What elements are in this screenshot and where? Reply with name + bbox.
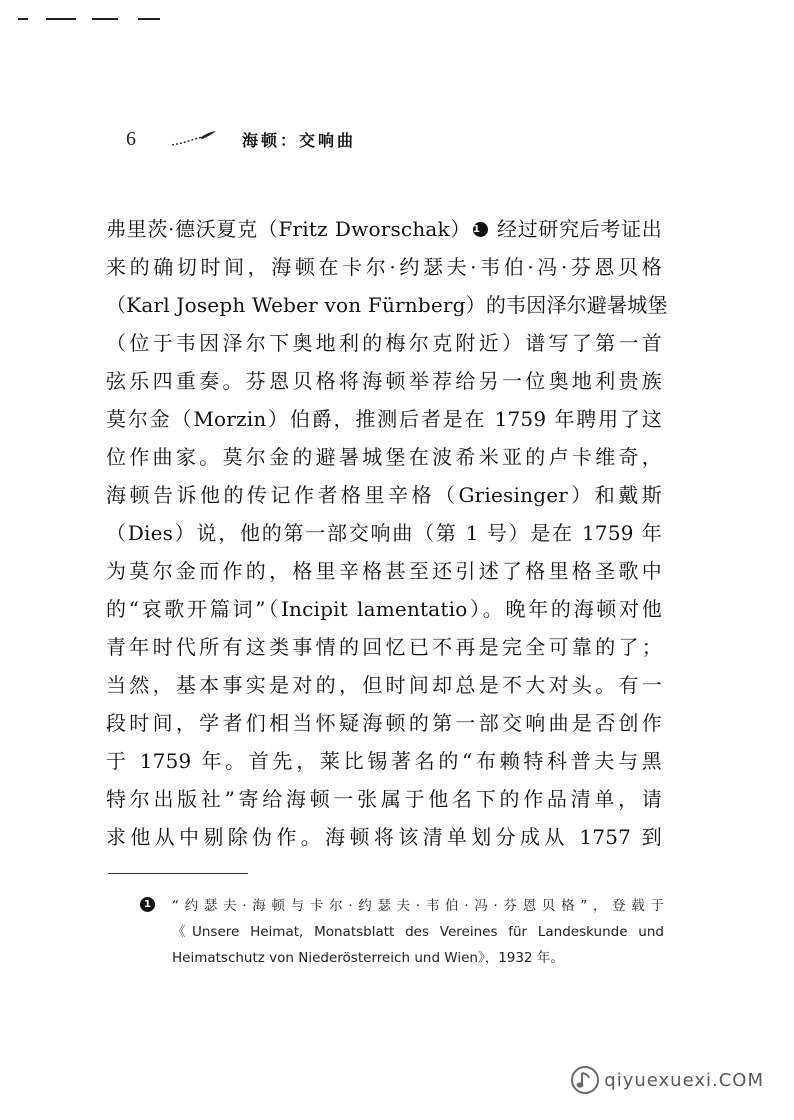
body-line: 海顿告诉他的传记作者格里辛格（Griesinger）和戴斯	[106, 483, 662, 507]
scan-artifact-marks	[18, 8, 218, 22]
body-text	[106, 210, 668, 856]
body-line: 位作曲家。莫尔金的避暑城堡在波希米亚的卢卡维奇，	[106, 445, 662, 469]
footnote-marker: 1	[140, 897, 155, 912]
body-line: 特尔出版社”寄给海顿一张属于他名下的作品清单，请	[106, 787, 662, 811]
site-watermark	[570, 1064, 764, 1096]
body-line: （Dies）说，他的第一部交响曲（第 1 号）是在 1759 年	[106, 521, 662, 545]
footnote-text	[172, 893, 664, 971]
footnote-line: 《Unsere Heimat, Monatsblatt des Vereines für Landeskunde und	[172, 924, 664, 940]
body-line-segment: 弗里茨·德沃夏克（Fritz Dworschak）	[106, 217, 471, 241]
running-head	[126, 128, 526, 156]
body-line: 来的确切时间，海顿在卡尔·约瑟夫·韦伯·冯·芬恩贝格	[106, 255, 662, 279]
body-line: 莫尔金（Morzin）伯爵，推测后者是在 1759 年聘用了这	[106, 407, 662, 431]
body-line: （位于韦因泽尔下奥地利的梅尔克附近）谱写了第一首	[106, 331, 662, 355]
body-line: 的“哀歌开篇词”（Incipit lamentatio）。晚年的海顿对他	[106, 597, 662, 621]
body-line: 弦乐四重奏。芬恩贝格将海顿举荐给另一位奥地利贵族	[106, 369, 662, 393]
footnote-line: “约瑟夫·海顿与卡尔·约瑟夫·韦伯·冯·芬恩贝格”，登载于	[172, 898, 664, 914]
body-line-segment: 经过研究后考证出	[497, 217, 662, 241]
body-line: 于 1759 年。首先，莱比锡著名的“布赖特科普夫与黑	[106, 749, 662, 773]
running-title: 海顿：交响曲	[242, 131, 357, 150]
quill-ornament-icon	[170, 130, 218, 148]
footnote-line: Heimatschutz von Niederösterreich und Wien》，1932 年。	[172, 950, 564, 966]
body-line: 段时间，学者们相当怀疑海顿的第一部交响曲是否创作	[106, 711, 662, 735]
body-line	[106, 210, 662, 248]
body-line: 当然，基本事实是对的，但时间却总是不大对头。有一	[106, 673, 662, 697]
body-line: 求他从中剔除伪作。海顿将该清单划分成从 1757 到	[106, 825, 662, 849]
music-note-logo-icon	[570, 1065, 600, 1095]
page-number: 6	[126, 128, 136, 150]
watermark-text: qiyuexuexi.COM	[604, 1069, 764, 1091]
body-line: 青年时代所有这类事情的回忆已不再是完全可靠的了；	[106, 635, 662, 659]
body-line: 为莫尔金而作的，格里辛格甚至还引述了格里格圣歌中	[106, 559, 662, 583]
footnote-reference[interactable]: 1	[473, 222, 488, 237]
body-line: （Karl Joseph Weber von Fürnberg）的韦因泽尔避暑城堡	[106, 293, 668, 317]
footnote-divider	[108, 873, 248, 874]
